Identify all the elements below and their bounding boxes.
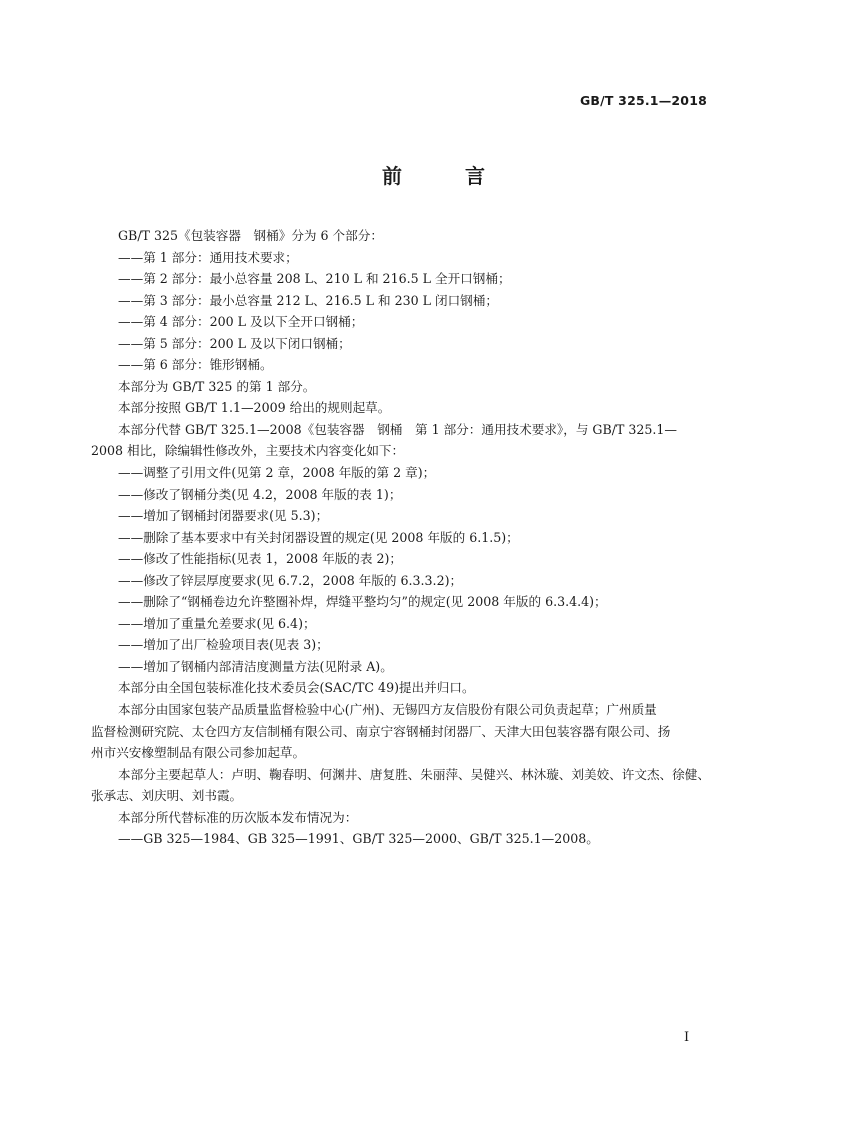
foreword-body <box>91 225 710 850</box>
text-line: 本部分为 GB/T 325 的第 1 部分。 <box>118 378 316 394</box>
text-line: 监督检测研究院、太仓四方友信制桶有限公司、南京宁容钢桶封闭器厂、天津大田包装容器有限公司、扬 <box>91 723 671 739</box>
document-code: GB/T 325.1—2018 <box>579 93 707 108</box>
text-line: ——第 3 部分：最小总容量 212 L、216.5 L 和 230 L 闭口钢桶； <box>118 292 498 308</box>
text-line: ——GB 325—1984、GB 325—1991、GB/T 325—2000、GB/T 325.1—2008。 <box>118 831 599 847</box>
text-line: 本部分按照 GB/T 1.1—2009 给出的规则起草。 <box>118 400 391 416</box>
page-number: I <box>684 1030 690 1045</box>
text-line: ——第 6 部分：锥形钢桶。 <box>118 357 273 373</box>
text-line: ——第 5 部分：200 L 及以下闭口钢桶； <box>118 335 351 351</box>
text-line: ——第 1 部分：通用技术要求； <box>118 249 298 265</box>
text-line: ——删除了基本要求中有关封闭器设置的规定(见 2008 年版的 6.1.5)； <box>118 529 519 545</box>
text-line: ——增加了重量允差要求(见 6.4)； <box>118 615 316 631</box>
text-line: ——第 4 部分：200 L 及以下全开口钢桶； <box>118 314 364 330</box>
text-line: 本部分主要起草人：卢明、鞠春明、何渊井、唐复胜、朱丽萍、吴健兴、林沐璇、刘美姣、许文杰、徐健、 <box>118 766 710 782</box>
text-line: ——增加了出厂检验项目表(见表 3)； <box>118 637 329 653</box>
page-title: 前 言 <box>382 164 513 188</box>
text-line: ——修改了锌层厚度要求(见 6.7.2，2008 年版的 6.3.3.2)； <box>118 572 463 588</box>
text-line: 本部分由国家包装产品质量监督检验中心(广州)、无锡四方友信股份有限公司负责起草；广州质量 <box>118 702 657 718</box>
text-line: 张承志、刘庆明、刘书霞。 <box>91 788 243 804</box>
text-line: ——增加了钢桶内部清洁度测量方法(见附录 A)。 <box>118 658 393 674</box>
text-line: 本部分代替 GB/T 325.1—2008《包装容器 钢桶 第 1 部分：通用技术要求》，与 GB/T 325.1— <box>118 421 678 437</box>
text-line: ——修改了性能指标(见表 1，2008 年版的表 2)； <box>118 551 403 567</box>
text-line: 本部分所代替标准的历次版本发布情况为： <box>118 809 358 825</box>
text-line: GB/T 325《包装容器 钢桶》分为 6 个部分： <box>118 228 383 243</box>
text-line: ——增加了钢桶封闭器要求(见 5.3)； <box>118 508 329 524</box>
text-line: 2008 相比，除编辑性修改外，主要技术内容变化如下： <box>91 443 405 459</box>
text-line: ——修改了钢桶分类(见 4.2，2008 年版的表 1)； <box>118 486 402 502</box>
text-line: ——第 2 部分：最小总容量 208 L、210 L 和 216.5 L 全开口钢桶； <box>118 271 511 287</box>
text-line: 州市兴安橡塑制品有限公司参加起草。 <box>91 745 306 761</box>
text-line: 本部分由全国包装标准化技术委员会(SAC/TC 49)提出并归口。 <box>118 680 475 696</box>
text-line: ——删除了“钢桶卷边允许整圈补焊，焊缝平整均匀”的规定(见 2008 年版的 6.3.4.4)； <box>118 594 607 610</box>
text-line: ——调整了引用文件(见第 2 章，2008 年版的第 2 章)； <box>118 465 436 481</box>
